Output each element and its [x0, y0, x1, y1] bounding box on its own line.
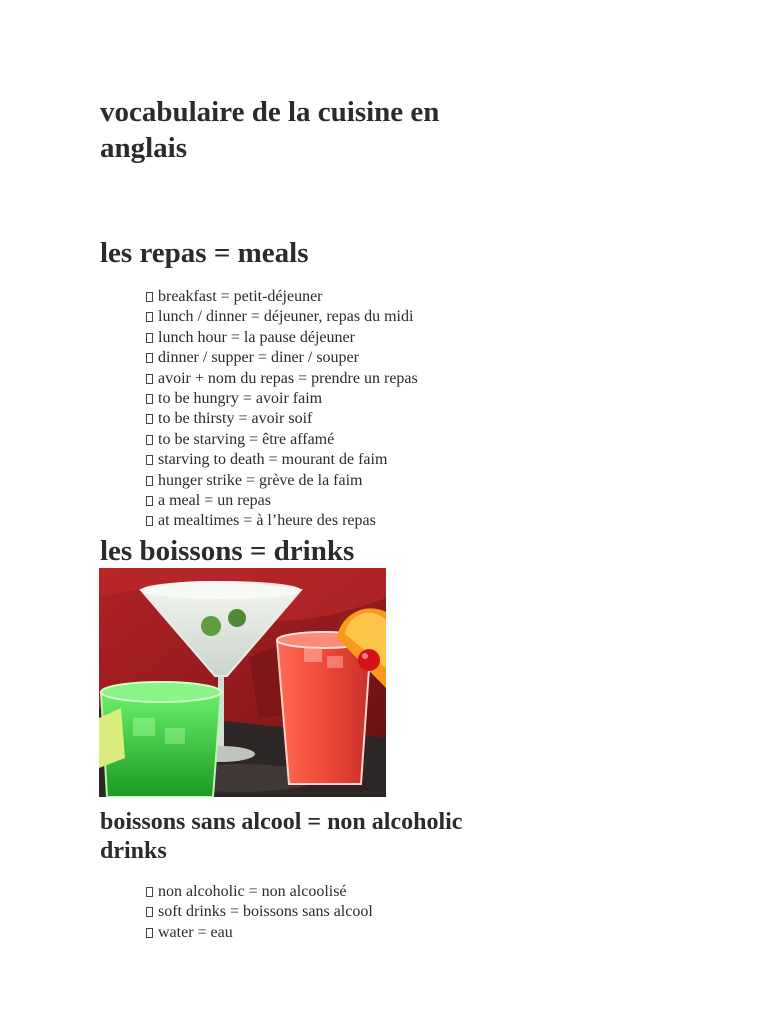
missing-glyph-bullet-icon [146, 312, 153, 322]
list-item-text: soft drinks = boissons sans alcool [158, 903, 373, 921]
list-item-text: hunger strike = grève de la faim [158, 471, 363, 489]
list-item-text: lunch hour = la pause déjeuner [158, 328, 355, 346]
missing-glyph-bullet-icon [146, 907, 153, 917]
missing-glyph-bullet-icon [146, 292, 153, 302]
non-alcoholic-vocab-list [146, 882, 373, 943]
list-item [146, 369, 418, 389]
missing-glyph-bullet-icon [146, 333, 153, 343]
missing-glyph-bullet-icon [146, 374, 153, 384]
list-item-text: at mealtimes = à l’heure des repas [158, 512, 376, 530]
list-item [146, 389, 418, 409]
cocktail-glasses-photo [99, 568, 386, 797]
list-item [146, 902, 373, 922]
list-item-text: dinner / supper = diner / souper [158, 349, 359, 367]
list-item [146, 450, 418, 470]
missing-glyph-bullet-icon [146, 496, 153, 506]
missing-glyph-bullet-icon [146, 476, 153, 486]
list-item-text: water = eau [158, 923, 233, 941]
list-item-text: breakfast = petit-déjeuner [158, 288, 323, 305]
list-item [146, 491, 418, 511]
missing-glyph-bullet-icon [146, 394, 153, 404]
meals-heading: les repas = meals [100, 237, 309, 269]
page-title: vocabulaire de la cuisine en anglais [100, 96, 440, 164]
non-alcoholic-heading: boissons sans alcool = non alcoholic drinks [100, 809, 463, 864]
list-item [146, 307, 418, 327]
list-item-text: starving to death = mourant de faim [158, 451, 388, 469]
list-item-text: non alcoholic = non alcoolisé [158, 883, 347, 900]
missing-glyph-bullet-icon [146, 414, 153, 424]
list-item [146, 882, 373, 902]
missing-glyph-bullet-icon [146, 455, 153, 465]
list-item [146, 348, 418, 368]
missing-glyph-bullet-icon [146, 928, 153, 938]
list-item-text: avoir + nom du repas = prendre un repas [158, 369, 418, 387]
list-item-text: lunch / dinner = déjeuner, repas du midi [158, 308, 414, 326]
list-item [146, 511, 418, 531]
list-item [146, 287, 418, 307]
meals-vocab-list [146, 287, 418, 532]
list-item-text: to be hungry = avoir faim [158, 390, 323, 408]
list-item-text: to be starving = être affamé [158, 430, 335, 448]
list-item [146, 430, 418, 450]
list-item [146, 409, 418, 429]
list-item [146, 471, 418, 491]
missing-glyph-bullet-icon [146, 435, 153, 445]
missing-glyph-bullet-icon [146, 516, 153, 526]
list-item-text: a meal = un repas [158, 492, 271, 510]
list-item [146, 923, 373, 943]
list-item [146, 328, 418, 348]
missing-glyph-bullet-icon [146, 353, 153, 363]
missing-glyph-bullet-icon [146, 887, 153, 897]
drinks-heading: les boissons = drinks [100, 535, 355, 567]
list-item-text: to be thirsty = avoir soif [158, 410, 313, 428]
